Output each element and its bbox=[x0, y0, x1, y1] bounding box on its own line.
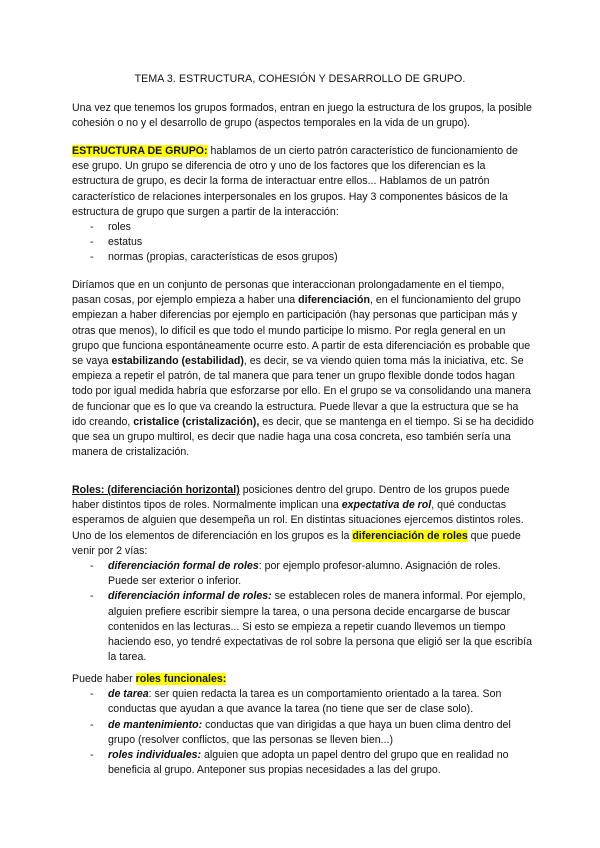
intro-paragraph: Una vez que tenemos los grupos formados, entran en juego la estructura de los grupos, la posible cohesión o no y el desarrollo de grupo (aspectos temporales en la vida de un grupo). bbox=[72, 102, 532, 130]
term-estabilidad: estabilizando (estabilidad) bbox=[111, 355, 244, 368]
roles-paragraph: Roles: (diferenciación horizontal) posiciones dentro del grupo. Dentro de los grupos puede haber distintos tipos de roles. Normalmente implican una expectativa de rol, qué conductas esperamos de alguien que desempeña un rol. En distintas situaciones ejercemos distintos roles. Uno de los elementos de diferenciación en los grupos es la diferenciación de roles que puede venir por 2 vías: bbox=[72, 484, 524, 557]
list-item: - diferenciación informal de roles: se establecen roles de manera informal. Por ejemplo, alguien prefiere escribir siempre la tarea, o una persona decide encargarse de buscar contenidos en las lecturas... Si esto se empieza a repetir cuando llevemos un tiempo haciendo eso, yo tendré expectativas de rol sobre la persona que eligió ser la que escribía la tarea. bbox=[90, 590, 533, 664]
term-diferenciacion: diferenciación bbox=[298, 294, 370, 307]
estructura-text: hablamos de un cierto patrón característico de funcionamiento de ese grupo. Un grupo se diferencia de otro y uno de los factores que los diferencian es la estructura de grupo, es decir la forma de interactuar entre ellos... Hablamos de un patrón característico de relaciones interpersonales en los grupos. Hay 3 componentes básicos de la estructura de grupo que surgen a partir de la interacción: bbox=[72, 145, 518, 218]
list-item: - roles individuales: alguien que adopta un papel dentro del grupo que en realidad no beneficia al grupo. Anteponer sus propias necesidades a las del grupo. bbox=[90, 749, 509, 777]
list-item: - de mantenimiento: conductas que van dirigidas a que haya un buen clima dentro del grupo (resolver conflictos, que las personas se lleven bien...) bbox=[90, 718, 511, 746]
funcionales-list bbox=[72, 687, 534, 778]
list-item: - diferenciación formal de roles: por ejemplo profesor-alumno. Asignación de roles. Puede ser exterior o inferior. bbox=[90, 560, 501, 588]
dash-bullet: - bbox=[90, 749, 94, 762]
dash-bullet: - bbox=[90, 236, 94, 249]
term-expectativa-de-rol: expectativa de rol bbox=[341, 499, 432, 512]
estructura-paragraph bbox=[72, 144, 534, 220]
dash-bullet: - bbox=[90, 560, 94, 573]
funcionales-heading: roles funcionales: bbox=[135, 673, 227, 685]
list-item: - de tarea: ser quien redacta la tarea es un comportamiento orientado a la tarea. Son conductas que ayudan a que avance la tarea (no tiene que ser de clase solo). bbox=[90, 688, 502, 716]
list-item: - estatus bbox=[72, 235, 534, 250]
page-title: TEMA 3. ESTRUCTURA, COHESIÓN Y DESARROLLO DE GRUPO. bbox=[134, 73, 466, 85]
components-list bbox=[72, 220, 534, 266]
funcionales-paragraph: Puede haber roles funcionales: bbox=[72, 673, 227, 685]
dash-bullet: - bbox=[90, 718, 94, 731]
list-item: - roles bbox=[72, 220, 534, 235]
list-item: - normas (propias, características de esos grupos) bbox=[72, 250, 534, 265]
dash-bullet: - bbox=[90, 688, 94, 701]
roles-heading: Roles: (diferenciación horizontal) bbox=[72, 484, 240, 496]
roles-list bbox=[72, 559, 534, 665]
dash-bullet: - bbox=[90, 251, 94, 264]
dash-bullet: - bbox=[90, 221, 94, 234]
roles-section bbox=[72, 483, 534, 665]
term-cristalizacion: cristalice (cristalización), bbox=[133, 415, 260, 428]
diferenciacion-paragraph: Diríamos que en un conjunto de personas que interaccionan prolongadamente en el tiempo, pasan cosas, por ejemplo empieza a haber una diferenciación, en el funcionamiento del grupo empiezan a haber diferencias por ejemplo en participación (hay personas que participan más y otras que menos), lo difícil es que todo el mundo participe lo mismo. Por regla general en un grupo que funciona espontáneamente ocurre esto. A partir de esta diferenciación es probable que se vaya estabilizando (estabilidad), es decir, se va viendo quien toma más la iniciativa, etc. Se empieza a repetir el patrón, de tal manera que para tener un grupo flexible donde todos hagan todo por igual medida habría que esforzarse por ello. En el grupo se va consolidando una manera de funcionar que es lo que va creando la estructura. Puede llevar a que la estructura que se ha ido creando, cristalice (cristalización), es decir, que se mantenga en el tiempo. Si se ha decidido que sea un grupo multirol, es decir que nadie haga una cosa concreta, eso también sería una manera de cristalización. bbox=[72, 279, 534, 459]
estructura-heading: ESTRUCTURA DE GRUPO: bbox=[72, 145, 208, 157]
funcionales-section bbox=[72, 672, 534, 778]
term-diferenciacion-de-roles: diferenciación de roles bbox=[352, 529, 468, 542]
estructura-section bbox=[72, 144, 534, 266]
dash-bullet: - bbox=[90, 590, 94, 603]
